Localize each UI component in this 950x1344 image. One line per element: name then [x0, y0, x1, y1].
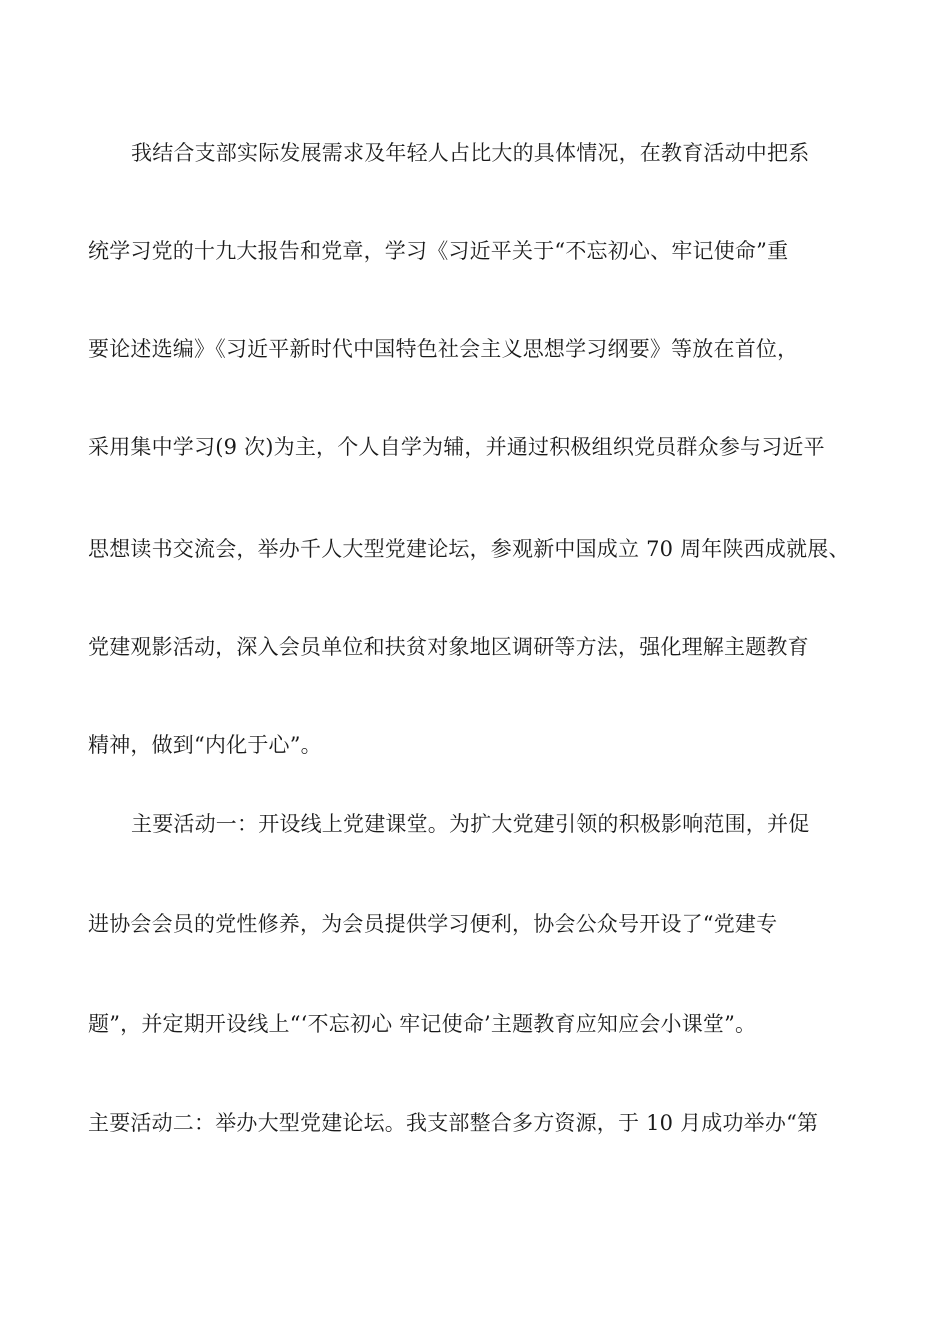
paragraph-2-line-3: 题”，并定期开设线上“‘不忘初心 牢记使命’主题教育应知应会小课堂”。 — [88, 1012, 757, 1036]
paragraph-1-line-2: 统学习党的十九大报告和党章，学习《习近平关于“不忘初心、牢记使命”重 — [88, 239, 789, 263]
paragraph-2-line-2: 进协会会员的党性修养，为会员提供学习便利，协会公众号开设了“党建专 — [88, 912, 778, 936]
paragraph-1-line-7: 精神，做到“内化于心”。 — [88, 733, 322, 757]
paragraph-1-line-6: 党建观影活动，深入会员单位和扶贫对象地区调研等方法，强化理解主题教育 — [88, 635, 809, 659]
paragraph-1-line-5: 思想读书交流会，举办千人大型党建论坛，参观新中国成立 70 周年陕西成就展、 — [88, 537, 850, 561]
paragraph-3-line-1: 主要活动二：举办大型党建论坛。我支部整合多方资源，于 10 月成功举办“第 — [88, 1111, 819, 1135]
paragraph-1-line-4: 采用集中学习(9 次)为主，个人自学为辅，并通过积极组织党员群众参与习近平 — [88, 435, 825, 459]
paragraph-1-line-1: 我结合支部实际发展需求及年轻人占比大的具体情况，在教育活动中把系 — [131, 141, 810, 165]
paragraph-2-line-1: 主要活动一：开设线上党建课堂。为扩大党建引领的积极影响范围，并促 — [131, 812, 810, 836]
paragraph-1-line-3: 要论述选编》《习近平新时代中国特色社会主义思想学习纲要》等放在首位， — [88, 337, 799, 361]
